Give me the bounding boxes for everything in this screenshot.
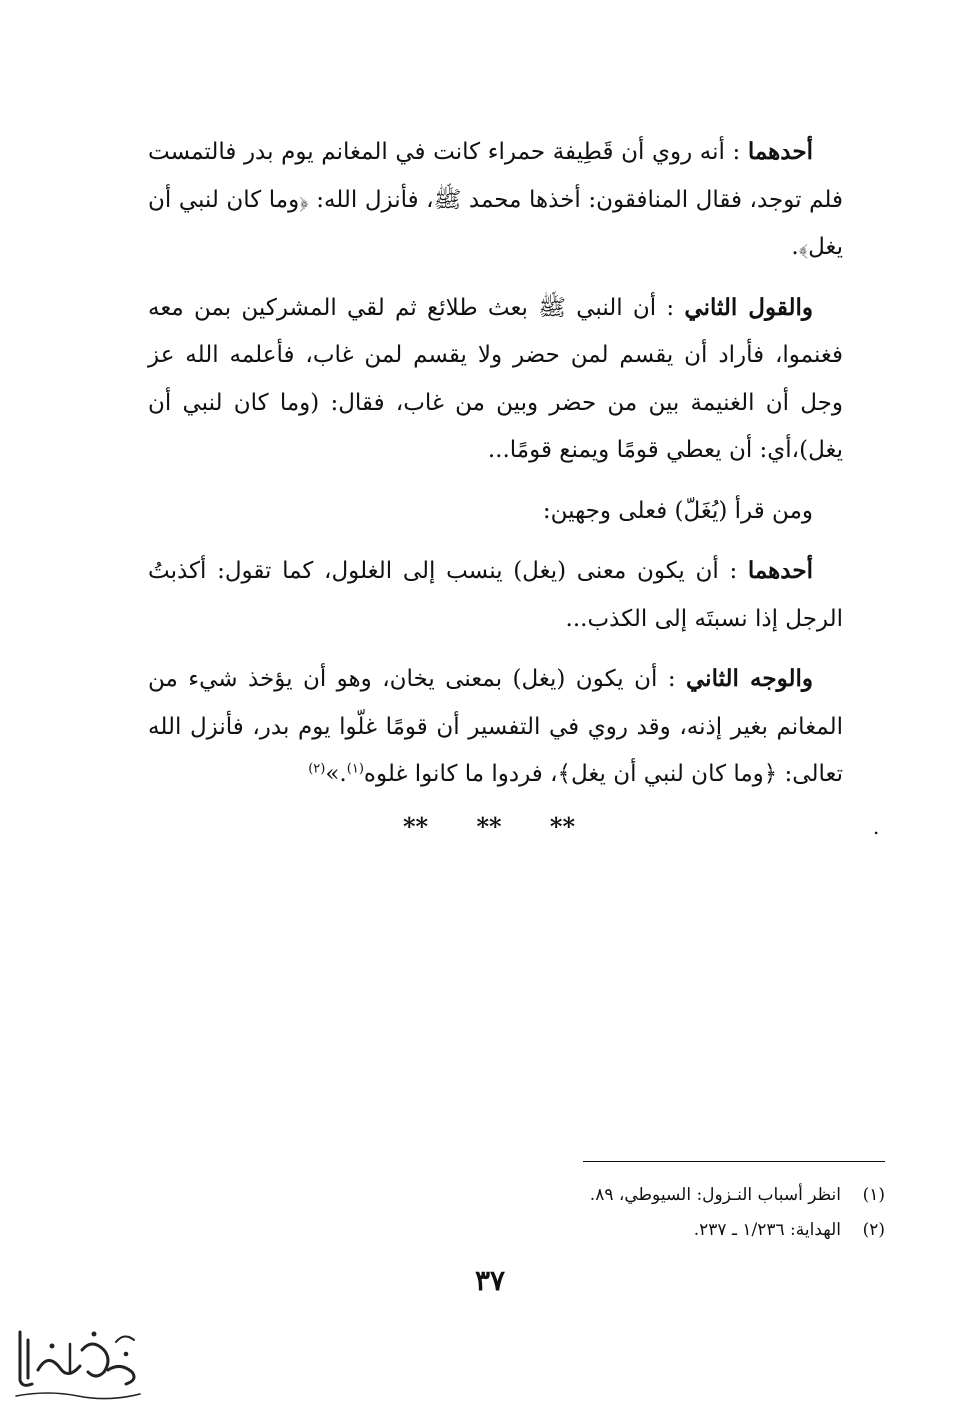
footnote-1-marker: (١) (862, 1185, 885, 1205)
paragraph-2-text: : أن النبي ﷺ بعث طلائع ثم لقي المشركين بمن معه فغنموا، فأراد أن يقسم لمن حضر ولا يقسم لمن غاب، فأعلمه الله عز وجل أن الغنيمة بين من حضر وبين من غاب، فقال: (وما كان لنبي أن يغل)،أي: أن يعطي قومًا ويمنع قومًا... (148, 294, 843, 463)
section-separator: ** ** ** (402, 812, 575, 841)
paragraph-4-text: : أن يكون معنى (يغل) ينسب إلى الغلول، كما تقول: أكذبتُ الرجل إذا نسبتَه إلى الكذب... (148, 558, 843, 632)
paragraph-5-lead: والوجه الثاني (686, 665, 813, 692)
paragraph-5 (148, 655, 843, 799)
paragraph-5-tail: .» (325, 761, 347, 787)
footnote-1 (440, 1178, 885, 1213)
stray-dot: . (873, 815, 880, 839)
paragraph-3 (148, 487, 843, 536)
paragraph-4-lead: أحدهما (747, 557, 813, 584)
calligraphy-seal-icon (8, 1322, 148, 1408)
paragraph-1 (148, 128, 843, 272)
footnotes (440, 1178, 885, 1248)
footnote-2 (440, 1213, 885, 1248)
paragraph-4 (148, 547, 843, 643)
paragraph-3-text: ومن قرأ (يُغَلّ) فعلى وجهين: (542, 497, 813, 524)
page-number: ٣٧ (474, 1264, 506, 1297)
footnote-2-marker: (٢) (862, 1220, 885, 1240)
paragraph-1-text: : أنه روي أن قَطِيفة حمراء كانت في المغانم يوم بدر فالتمست فلم توجد، فقال المنافقون: أخذها محمد ﷺ، فأنزل الله: ﴿وما كان لنبي أن يغل﴾. (148, 139, 843, 260)
paragraph-2 (148, 284, 843, 475)
paragraph-1-lead: أحدهما (747, 138, 813, 165)
main-text (148, 128, 843, 799)
footnote-ref-1[interactable]: (١) (346, 761, 364, 777)
paragraph-2-lead: والقول الثاني (684, 293, 813, 321)
footnote-divider (583, 1161, 885, 1162)
footnote-ref-2[interactable]: (٢) (308, 761, 326, 777)
footnote-1-text: انظر أسباب النـزول: السيوطي، ٨٩. (589, 1185, 841, 1205)
paragraph-5-text: : أن يكون (يغل) بمعنى يخان، وهو أن يؤخذ شيء من المغانم بغير إذنه، وقد روي في التفسير أن قومًا غلّوا يوم بدر، فأنزل الله تعالى: ﴿وما كان لنبي أن يغل﴾، فردوا ما كانوا غلوه (148, 666, 843, 787)
footnote-2-text: الهداية: ١/٢٣٦ ـ ٢٣٧. (693, 1220, 841, 1240)
